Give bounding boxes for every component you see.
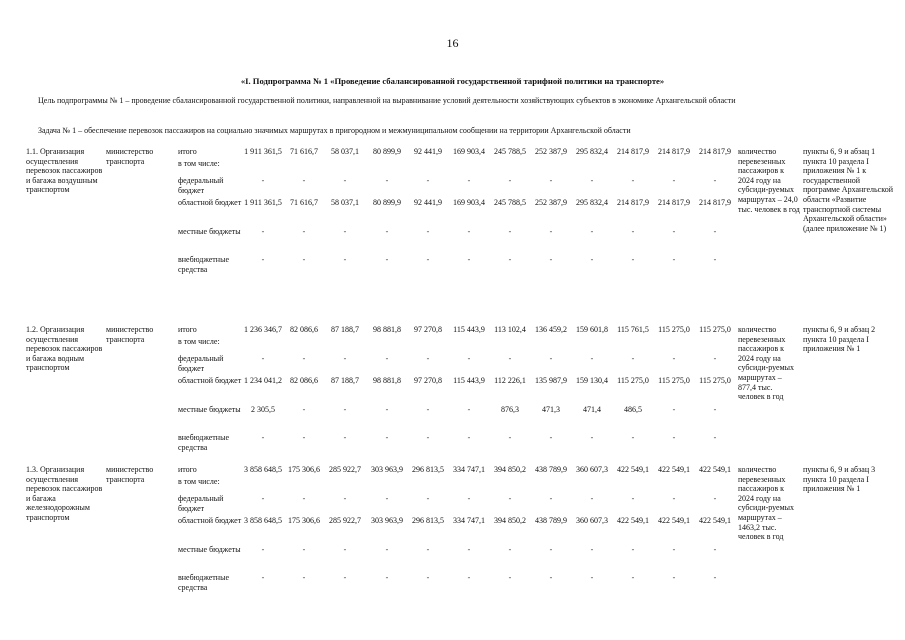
funding-value: -: [302, 255, 306, 264]
funding-value: -: [426, 405, 430, 414]
funding-value: 214 817,9: [699, 147, 731, 156]
funding-value: -: [508, 494, 512, 503]
funding-value: -: [426, 433, 430, 442]
funding-value: -: [631, 494, 635, 503]
funding-value: 422 549,1: [699, 465, 731, 474]
funding-source: местные бюджеты: [178, 227, 241, 236]
funding-source: местные бюджеты: [178, 405, 241, 414]
funding-value: 438 789,9: [535, 516, 567, 525]
funding-value: -: [343, 573, 347, 582]
funding-value: 92 441,9: [414, 198, 442, 207]
funding-source: в том числе:: [178, 477, 220, 486]
funding-source: внебюджетные средства: [178, 255, 229, 274]
funding-value: 422 549,1: [699, 516, 731, 525]
funding-value: 3 858 648,5: [244, 465, 282, 474]
funding-value: -: [261, 494, 265, 503]
funding-value: -: [549, 255, 553, 264]
funding-value: 3 858 648,5: [244, 516, 282, 525]
funding-value: 295 832,4: [576, 147, 608, 156]
funding-value: 135 987,9: [535, 376, 567, 385]
task-text: Задача № 1 – обеспечение перевозок пассажиров на социально значимых маршрутах в пригородном и межмуниципальном сообщении на территории Архангельской области: [38, 126, 631, 135]
funding-value: 82 086,6: [290, 325, 318, 334]
funding-value: 115 275,0: [658, 376, 690, 385]
reference: пункты 6, 9 и абзац 3 пункта 10 раздела I приложения № 1: [803, 465, 876, 494]
funding-value: -: [343, 354, 347, 363]
funding-value: -: [631, 545, 635, 554]
funding-value: -: [302, 433, 306, 442]
funding-value: 471,4: [583, 405, 601, 414]
funding-value: -: [631, 573, 635, 582]
funding-value: 285 922,7: [329, 465, 361, 474]
funding-value: -: [631, 255, 635, 264]
funding-value: 214 817,9: [699, 198, 731, 207]
funding-value: -: [343, 494, 347, 503]
funding-value: -: [590, 433, 594, 442]
funding-value: -: [590, 176, 594, 185]
funding-value: -: [672, 573, 676, 582]
funding-value: -: [302, 405, 306, 414]
funding-value: -: [261, 176, 265, 185]
result-indicator: количество перевезенных пассажиров к 2024 году на субсиди-руемых маршрутах – 1463,2 тыс. человек в год: [738, 465, 795, 542]
funding-value: 98 881,8: [373, 325, 401, 334]
subprogram-heading: «I. Подпрограмма № 1 «Проведение сбалансированной государственной тарифной политики на транспорте»: [240, 76, 665, 86]
page-number: 16: [446, 36, 459, 50]
funding-value: -: [672, 354, 676, 363]
funding-value: -: [549, 176, 553, 185]
funding-value: -: [631, 354, 635, 363]
funding-value: -: [385, 354, 389, 363]
funding-value: 92 441,9: [414, 147, 442, 156]
funding-value: 438 789,9: [535, 465, 567, 474]
funding-value: 214 817,9: [617, 198, 649, 207]
funding-value: -: [590, 255, 594, 264]
funding-value: -: [508, 227, 512, 236]
funding-value: 252 387,9: [535, 147, 567, 156]
funding-value: -: [302, 545, 306, 554]
funding-value: -: [302, 176, 306, 185]
executor: министерство транспорта: [106, 147, 154, 166]
funding-value: 1 911 361,5: [244, 147, 282, 156]
funding-value: 71 616,7: [290, 147, 318, 156]
funding-value: -: [631, 176, 635, 185]
funding-value: 87 188,7: [331, 325, 359, 334]
funding-value: 296 813,5: [412, 516, 444, 525]
funding-value: -: [549, 433, 553, 442]
funding-value: -: [426, 494, 430, 503]
executor: министерство транспорта: [106, 465, 154, 484]
funding-value: 71 616,7: [290, 198, 318, 207]
funding-value: -: [713, 545, 717, 554]
funding-value: -: [385, 433, 389, 442]
funding-value: -: [549, 573, 553, 582]
funding-value: 360 607,3: [576, 465, 608, 474]
funding-value: -: [426, 354, 430, 363]
funding-value: 486,5: [624, 405, 642, 414]
funding-value: -: [343, 255, 347, 264]
funding-value: -: [302, 494, 306, 503]
funding-value: 115 761,5: [617, 325, 649, 334]
funding-value: -: [713, 573, 717, 582]
funding-value: -: [590, 573, 594, 582]
funding-value: 113 102,4: [494, 325, 526, 334]
funding-value: 303 963,9: [371, 516, 403, 525]
funding-value: 1 911 361,5: [244, 198, 282, 207]
funding-value: 471,3: [542, 405, 560, 414]
funding-value: -: [590, 494, 594, 503]
funding-value: -: [261, 573, 265, 582]
funding-value: -: [302, 573, 306, 582]
funding-value: -: [508, 176, 512, 185]
funding-value: -: [426, 255, 430, 264]
funding-value: 394 850,2: [494, 465, 526, 474]
funding-value: 214 817,9: [617, 147, 649, 156]
funding-value: 169 903,4: [453, 147, 485, 156]
funding-value: 422 549,1: [658, 516, 690, 525]
funding-value: 115 443,9: [453, 325, 485, 334]
funding-value: 115 443,9: [453, 376, 485, 385]
funding-value: -: [343, 176, 347, 185]
funding-value: 112 226,1: [494, 376, 526, 385]
funding-value: 876,3: [501, 405, 519, 414]
goal-text: Цель подпрограммы № 1 – проведение сбалансированной государственной политики, направленной на выравнивание условий деятельности хозяйствующих субъектов в экономике Архангельской области: [38, 96, 736, 105]
funding-value: -: [672, 255, 676, 264]
funding-source: федеральный бюджет: [178, 494, 224, 513]
funding-value: -: [385, 255, 389, 264]
funding-value: -: [549, 494, 553, 503]
funding-value: -: [385, 494, 389, 503]
funding-value: -: [467, 176, 471, 185]
funding-value: 360 607,3: [576, 516, 608, 525]
funding-value: -: [467, 227, 471, 236]
funding-source: итого: [178, 325, 197, 334]
funding-value: 169 903,4: [453, 198, 485, 207]
funding-value: -: [713, 354, 717, 363]
funding-value: -: [261, 255, 265, 264]
funding-source: областной бюджет: [178, 376, 242, 385]
funding-value: -: [590, 545, 594, 554]
funding-value: -: [467, 494, 471, 503]
funding-value: 334 747,1: [453, 465, 485, 474]
funding-value: -: [426, 545, 430, 554]
funding-value: -: [549, 545, 553, 554]
funding-source: итого: [178, 465, 197, 474]
funding-value: 422 549,1: [617, 465, 649, 474]
funding-value: -: [385, 545, 389, 554]
funding-value: -: [631, 433, 635, 442]
funding-value: -: [672, 494, 676, 503]
funding-value: -: [549, 354, 553, 363]
funding-value: -: [631, 227, 635, 236]
funding-value: -: [713, 494, 717, 503]
funding-value: -: [385, 176, 389, 185]
activity-name: 1.3. Организация осуществления перевозок пассажиров и багажа железнодорожным транспортом: [26, 465, 103, 522]
funding-value: -: [426, 227, 430, 236]
funding-value: -: [713, 176, 717, 185]
funding-value: -: [261, 354, 265, 363]
funding-value: -: [385, 405, 389, 414]
funding-value: 115 275,0: [658, 325, 690, 334]
funding-value: 422 549,1: [617, 516, 649, 525]
funding-value: 296 813,5: [412, 465, 444, 474]
funding-source: федеральный бюджет: [178, 354, 224, 373]
funding-source: итого: [178, 147, 197, 156]
funding-value: 58 037,1: [331, 147, 359, 156]
funding-value: -: [549, 227, 553, 236]
funding-value: 285 922,7: [329, 516, 361, 525]
funding-value: 115 275,0: [699, 376, 731, 385]
funding-source: внебюджетные средства: [178, 573, 229, 592]
funding-value: -: [713, 433, 717, 442]
result-indicator: количество перевезенных пассажиров к 2024 году на субсиди-руемых маршрутах – 877,4 тыс. человек в год: [738, 325, 795, 402]
funding-value: -: [508, 433, 512, 442]
funding-value: -: [713, 227, 717, 236]
funding-value: -: [261, 227, 265, 236]
funding-value: 115 275,0: [617, 376, 649, 385]
funding-value: -: [261, 545, 265, 554]
funding-value: -: [590, 354, 594, 363]
funding-value: -: [672, 433, 676, 442]
funding-value: -: [672, 545, 676, 554]
funding-value: 97 270,8: [414, 325, 442, 334]
funding-value: 252 387,9: [535, 198, 567, 207]
funding-value: -: [426, 176, 430, 185]
funding-value: 159 130,4: [576, 376, 608, 385]
funding-source: внебюджетные средства: [178, 433, 229, 452]
funding-value: -: [467, 354, 471, 363]
funding-value: 159 601,8: [576, 325, 608, 334]
funding-value: -: [672, 405, 676, 414]
funding-value: -: [343, 227, 347, 236]
funding-value: 115 275,0: [699, 325, 731, 334]
funding-value: 80 899,9: [373, 147, 401, 156]
funding-value: 245 788,5: [494, 198, 526, 207]
funding-value: 1 234 041,2: [244, 376, 282, 385]
funding-source: областной бюджет: [178, 198, 242, 207]
funding-value: -: [343, 433, 347, 442]
funding-value: 295 832,4: [576, 198, 608, 207]
funding-value: 80 899,9: [373, 198, 401, 207]
funding-value: -: [508, 573, 512, 582]
funding-value: 58 037,1: [331, 198, 359, 207]
funding-value: -: [590, 227, 594, 236]
funding-source: местные бюджеты: [178, 545, 241, 554]
funding-value: -: [385, 573, 389, 582]
activity-name: 1.2. Организация осуществления перевозок пассажиров и багажа водным транспортом: [26, 325, 103, 373]
funding-value: -: [261, 433, 265, 442]
funding-source: областной бюджет: [178, 516, 242, 525]
funding-value: 98 881,8: [373, 376, 401, 385]
funding-value: -: [467, 573, 471, 582]
funding-value: -: [343, 545, 347, 554]
funding-value: 303 963,9: [371, 465, 403, 474]
funding-value: -: [467, 433, 471, 442]
funding-value: 214 817,9: [658, 198, 690, 207]
funding-value: 87 188,7: [331, 376, 359, 385]
funding-value: 214 817,9: [658, 147, 690, 156]
funding-value: 2 305,5: [251, 405, 275, 414]
funding-value: -: [672, 176, 676, 185]
funding-value: 334 747,1: [453, 516, 485, 525]
funding-value: -: [302, 354, 306, 363]
funding-value: -: [467, 405, 471, 414]
executor: министерство транспорта: [106, 325, 154, 344]
funding-source: федеральный бюджет: [178, 176, 224, 195]
funding-value: -: [713, 405, 717, 414]
funding-value: -: [385, 227, 389, 236]
reference: пункты 6, 9 и абзац 2 пункта 10 раздела I приложения № 1: [803, 325, 876, 354]
funding-value: -: [343, 405, 347, 414]
funding-source: в том числе:: [178, 159, 220, 168]
activity-name: 1.1. Организация осуществления перевозок пассажиров и багажа воздушным транспортом: [26, 147, 103, 195]
funding-value: 175 306,6: [288, 516, 320, 525]
funding-value: 1 236 346,7: [244, 325, 282, 334]
funding-value: -: [672, 227, 676, 236]
funding-value: 245 788,5: [494, 147, 526, 156]
result-indicator: количество перевезенных пассажиров к 2024 году на субсиди-руемых маршрутах – 24,0 тыс. человек в год: [738, 147, 800, 214]
funding-value: 97 270,8: [414, 376, 442, 385]
reference: пункты 6, 9 и абзац 1 пункта 10 раздела I приложения № 1 к государственной программе Архангельской области «Развитие транспортной системы Архангельской области» (далее приложение № 1): [803, 147, 893, 233]
funding-value: -: [508, 545, 512, 554]
funding-value: -: [302, 227, 306, 236]
funding-value: -: [508, 255, 512, 264]
funding-value: -: [508, 354, 512, 363]
funding-source: в том числе:: [178, 337, 220, 346]
funding-value: 175 306,6: [288, 465, 320, 474]
funding-value: -: [713, 255, 717, 264]
funding-value: 422 549,1: [658, 465, 690, 474]
funding-value: 394 850,2: [494, 516, 526, 525]
funding-value: 82 086,6: [290, 376, 318, 385]
funding-value: 136 459,2: [535, 325, 567, 334]
funding-value: -: [467, 545, 471, 554]
funding-value: -: [467, 255, 471, 264]
funding-value: -: [426, 573, 430, 582]
